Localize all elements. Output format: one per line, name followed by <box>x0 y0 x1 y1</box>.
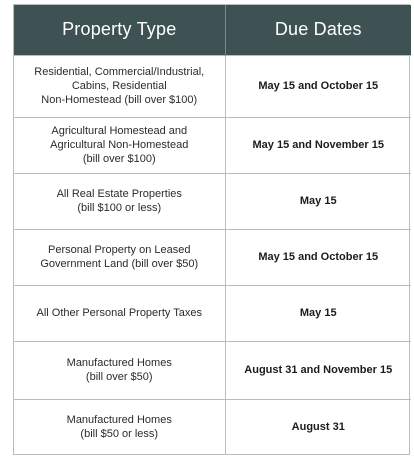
property-type-line: Cabins, Residential <box>71 80 167 92</box>
table-row <box>14 399 411 454</box>
due-date-cell: May 15 <box>225 173 411 229</box>
property-type-line: Agricultural Non-Homestead <box>50 139 189 151</box>
table-row <box>14 341 411 399</box>
property-type-cell <box>14 285 225 341</box>
table-row <box>14 117 411 173</box>
table-header <box>14 5 411 55</box>
property-tax-table <box>14 5 411 454</box>
due-date-cell: August 31 <box>225 399 411 454</box>
due-date-cell: May 15 and October 15 <box>225 229 411 285</box>
table-row <box>14 229 411 285</box>
property-type-line: (bill $100 or less) <box>77 202 162 214</box>
property-type-line: All Other Personal Property Taxes <box>36 307 202 319</box>
header-property-type: Property Type <box>14 5 225 55</box>
property-type-line: Personal Property on Leased <box>48 244 191 256</box>
property-type-line: (bill over $100) <box>82 153 156 165</box>
due-dates-table <box>13 4 410 455</box>
due-date-cell: May 15 and October 15 <box>225 55 411 117</box>
property-type-line: Residential, Commercial/Industrial, <box>34 66 205 78</box>
property-type-cell <box>14 229 225 285</box>
property-type-cell <box>14 55 225 117</box>
property-type-line: (bill $50 or less) <box>80 427 159 440</box>
property-type-cell <box>14 341 225 399</box>
due-date-cell: August 31 and November 15 <box>225 341 411 399</box>
property-type-cell <box>14 399 225 454</box>
property-type-line: Agricultural Homestead and <box>51 125 188 137</box>
property-type-line: Manufactured Homes <box>66 413 172 426</box>
property-type-line: Government Land (bill over $50) <box>40 258 199 270</box>
property-type-line: (bill over $50) <box>85 371 153 383</box>
table-body <box>14 55 411 454</box>
property-type-line: All Real Estate Properties <box>56 188 182 200</box>
header-due-dates: Due Dates <box>225 5 411 55</box>
property-type-cell <box>14 117 225 173</box>
due-date-cell: May 15 <box>225 285 411 341</box>
table-row <box>14 55 411 117</box>
due-date-cell: May 15 and November 15 <box>225 117 411 173</box>
table-row <box>14 173 411 229</box>
header-row <box>14 5 411 55</box>
property-type-line: Manufactured Homes <box>66 357 172 369</box>
property-type-line: Non-Homestead (bill over $100) <box>41 94 198 106</box>
table-row <box>14 285 411 341</box>
property-type-cell <box>14 173 225 229</box>
